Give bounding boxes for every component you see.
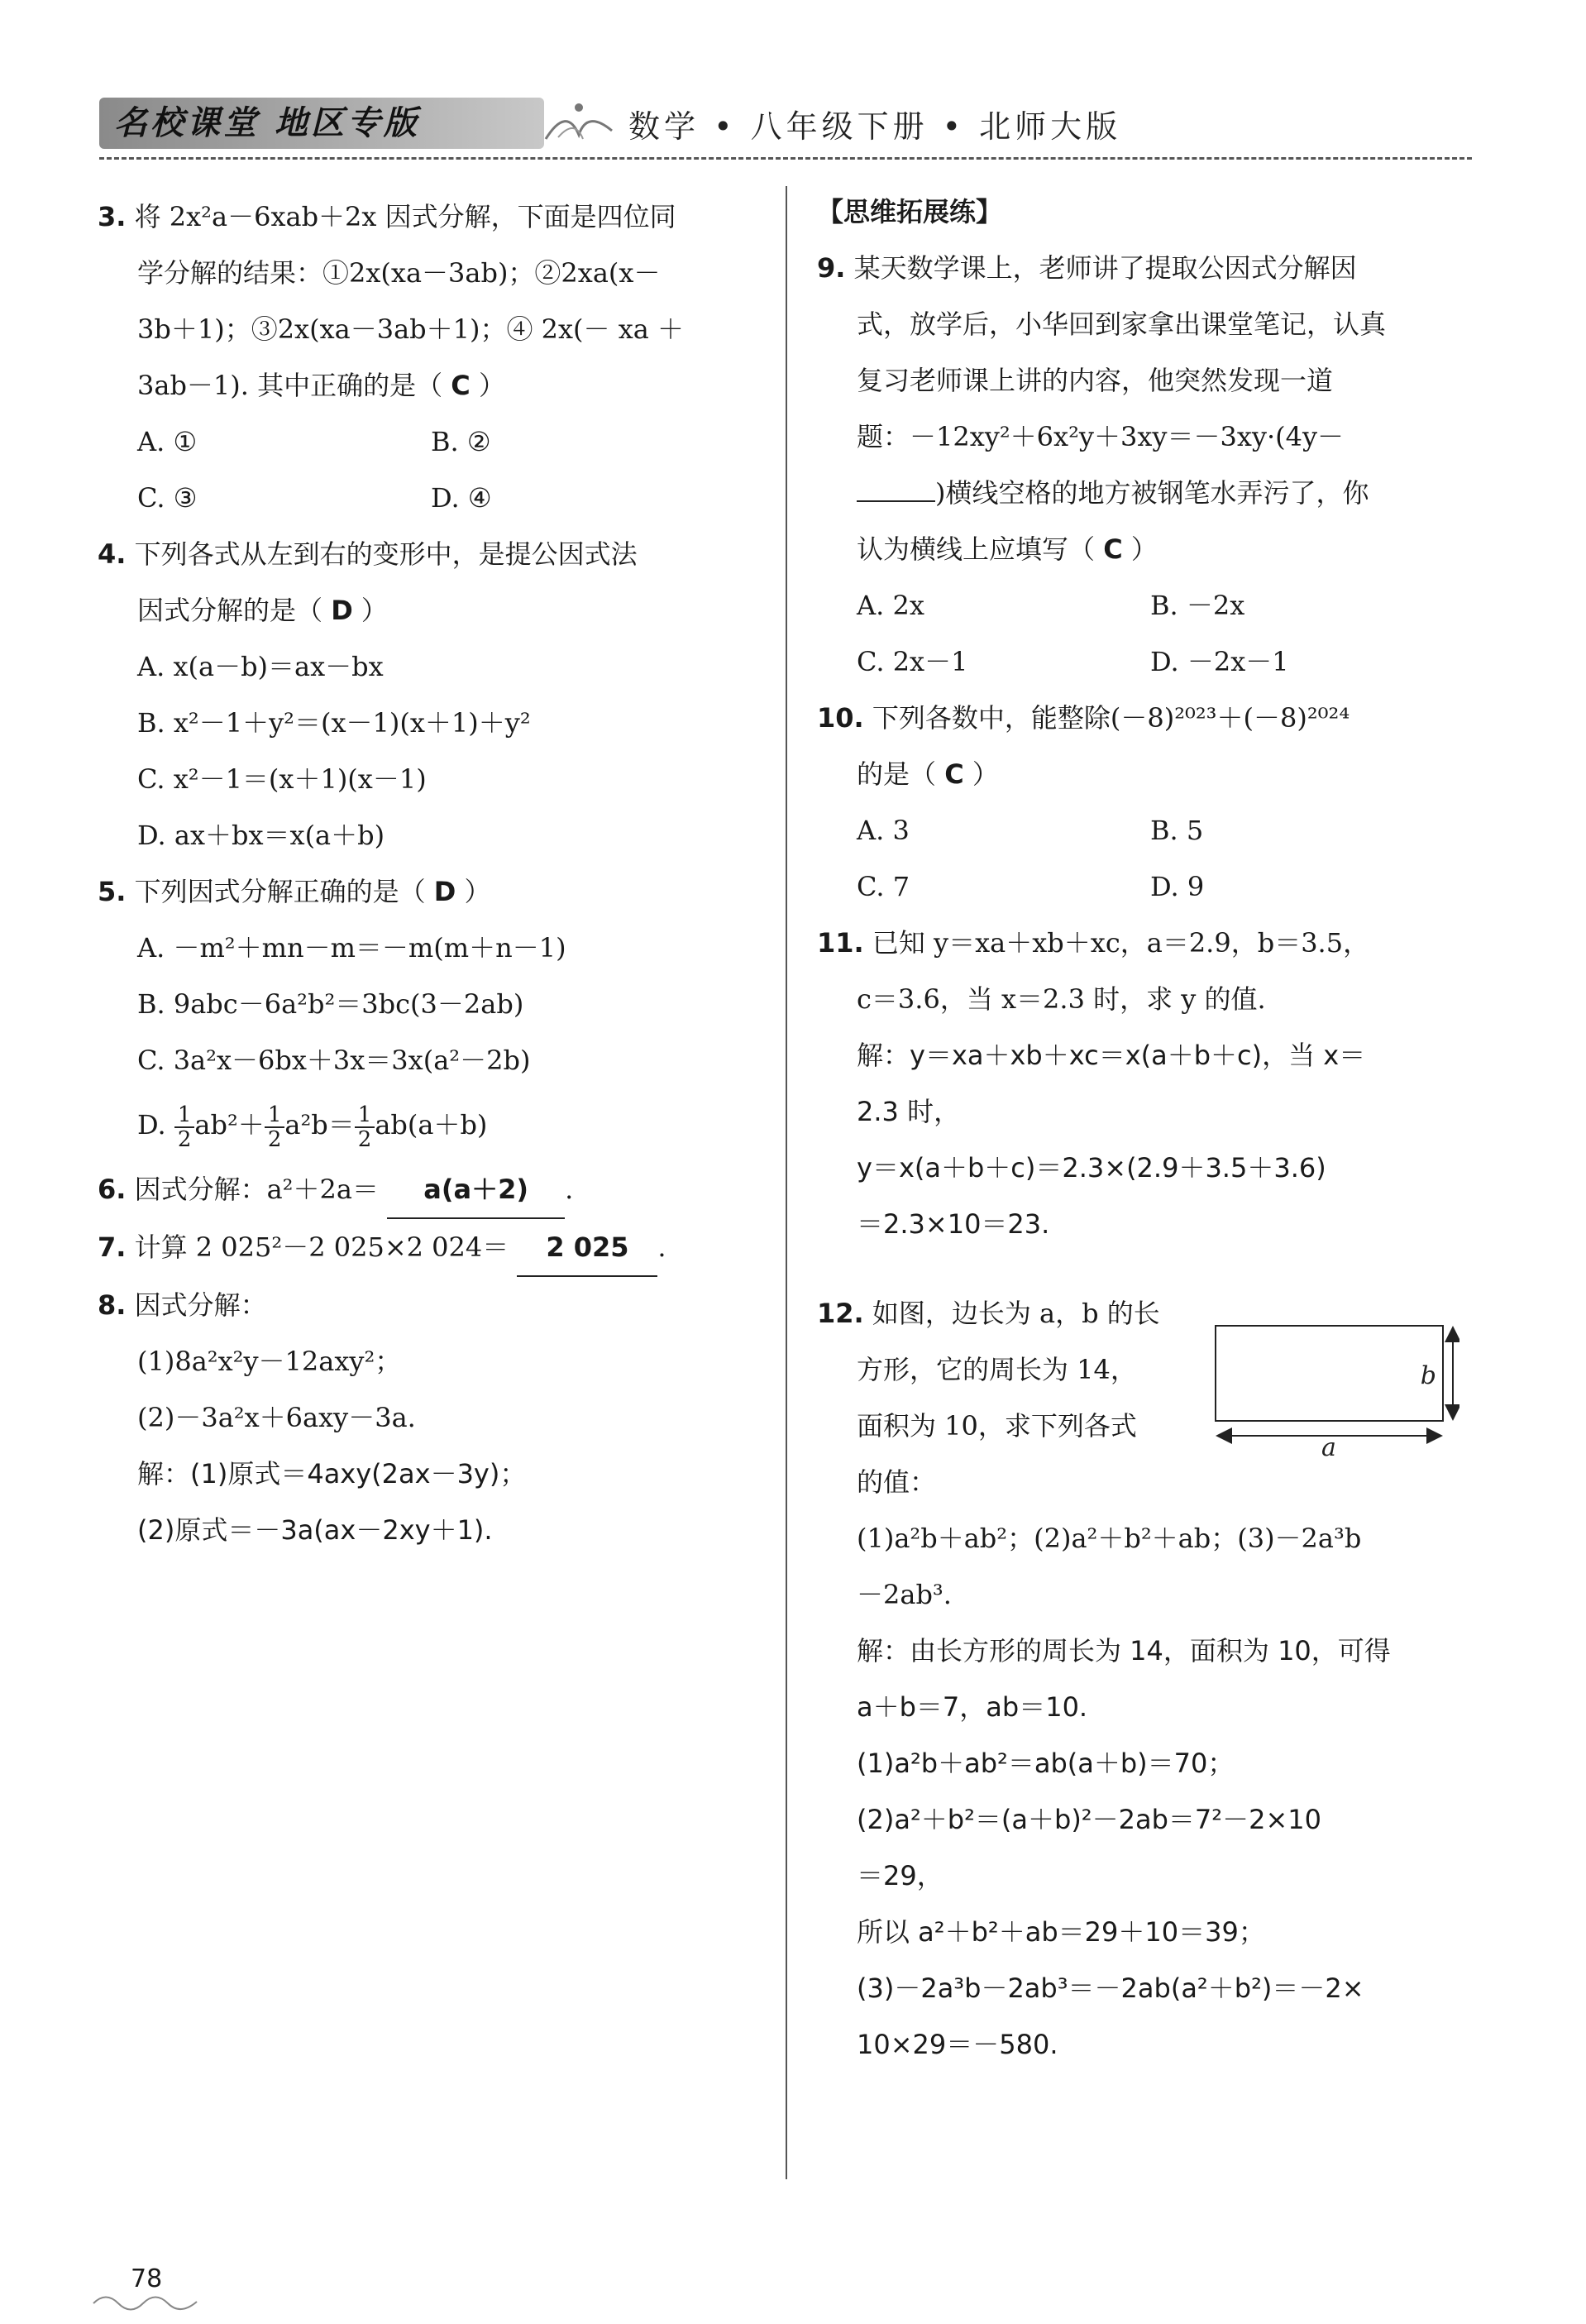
question-3: 3. 将 2x²a－6xab＋2x 因式分解，下面是四位同 学分解的结果：①2x(xa－3ab)；②2xa(x－ 3b＋1)；③2x(xa－3ab＋1)；④ 2x(－ xa ＋ 3ab－1). 其中正确的是（ C ） A. ① B. ② C. ③ D. ④: [98, 189, 767, 526]
solution: 解：y＝xa＋xb＋xc＝x(a＋b＋c)，当 x＝: [857, 1040, 1366, 1071]
question-10: 10. 下列各数中，能整除(－8)²⁰²³＋(－8)²⁰²⁴ 的是（ C ） A. 3 B. 5 C. 7 D. 9: [817, 690, 1495, 915]
rectangle: [1216, 1326, 1443, 1421]
solution: a＋b＝7，ab＝10.: [857, 1691, 1088, 1723]
answer: C: [1103, 533, 1123, 565]
options: C. ③ D. ④: [137, 482, 492, 514]
solution: (1)a²b＋ab²＝ab(a＋b)＝70；: [857, 1748, 1235, 1779]
options: A. ① B. ②: [137, 426, 491, 457]
question-5: 5. 下列因式分解正确的是（ D ） A. －m²＋mn－m＝－m(m＋n－1) B. 9abc－6a²b²＝3bc(3－2ab) C. 3a²x－6bx＋3x＝3x(a²－2b) D. $\frac{1}{2}$ ab²＋ $\frac{1}{2}$ a²b＝ $\frac{1}{2}$ ab(a＋b): [98, 863, 767, 1161]
answer: D: [433, 876, 456, 907]
solution: (2)原式＝－3a(ax－2xy＋1).: [137, 1514, 493, 1546]
solution: 2.3 时，: [857, 1096, 961, 1127]
page-header: [91, 91, 1480, 165]
section-title: 【思维拓展练】: [817, 196, 1003, 227]
page-number: 78: [131, 2264, 163, 2293]
option-d: D. $\frac{1}{2}$ ab²＋ $\frac{1}{2}$ a²b＝ $\frac{1}{2}$ ab(a＋b): [137, 1102, 488, 1152]
options: A. 3 B. 5: [857, 815, 1204, 846]
answer-blank: 2 025: [517, 1219, 657, 1277]
solution: (2)a²＋b²＝(a＋b)²－2ab＝7²－2×10: [857, 1804, 1321, 1835]
spacer: [817, 1252, 1495, 1285]
leaf-decoration-icon: [542, 98, 616, 147]
question-6: 6. 因式分解：a²＋2a＝ a(a＋2) .: [98, 1161, 767, 1219]
solution: ＝2.3×10＝23.: [857, 1208, 1050, 1240]
solution: y＝x(a＋b＋c)＝2.3×(2.9＋3.5＋3.6): [857, 1152, 1326, 1184]
options: C. 7 D. 9: [857, 871, 1205, 902]
solution: 所以 a²＋b²＋ab＝29＋10＝39；: [857, 1916, 1265, 1948]
book-title: 数学 • 八年级下册 • 北师大版: [628, 108, 1122, 145]
question-4: 4. 下列各式从左到右的变形中，是提公因式法 因式分解的是（ D ） A. x(a－b)＝ax－bx B. x²－1＋y²＝(x－1)(x＋1)＋y² C. x²－1＝(x＋1)(x－1) D. ax＋bx＝x(a＋b): [98, 538, 638, 851]
question-9: 9. 某天数学课上，老师讲了提取公因式分解因 式，放学后，小华回到家拿出课堂笔记，认真 复习老师课上讲的内容，他突然发现一道 题：－12xy²＋6x²y＋3xy＝－3xy·(4y－ )横线空格的地方被钢笔水弄污了，你 认为横线上应填写（ C ） A. 2x B. －2x C. 2x－1 D. －2x－1: [817, 240, 1495, 690]
left-column: [98, 189, 767, 1558]
fraction: $\frac{1}{2}$: [174, 1103, 195, 1151]
solution: 解：由长方形的周长为 14，面积为 10，可得: [857, 1635, 1391, 1666]
fraction: $\frac{1}{2}$: [265, 1103, 285, 1151]
header-divider: [99, 157, 1472, 160]
options: A. 2x B. －2x: [857, 590, 1245, 621]
series-banner: 名校课堂 地区专版: [99, 98, 544, 149]
side-a-label: a: [1321, 1433, 1336, 1462]
fraction: $\frac{1}{2}$: [355, 1103, 375, 1151]
answer: C: [944, 758, 964, 790]
smudged-blank: [857, 500, 935, 502]
options: C. 2x－1 D. －2x－1: [857, 646, 1289, 677]
solution: 10×29＝－580.: [857, 2029, 1058, 2060]
solution: ＝29，: [857, 1860, 943, 1891]
question-8: 8. 因式分解： (1)8a²x²y－12axy²； (2)－3a²x＋6axy－3a. 解：(1)原式＝4axy(2ax－3y)； (2)原式＝－3a(ax－2xy＋1).: [98, 1277, 767, 1558]
question-12: 12. 如图，边长为 a，b 的长 方形，它的周长为 14， 面积为 10，求下列各式 的值： (1)a²b＋ab²；(2)a²＋b²＋ab；(3)－2a³b －2ab³. 解：由长方形的周长为 14，面积为 10，可得 a＋b＝7，ab＝10. (1)a²b＋ab²＝ab(a＋b)＝70； (2)a²＋b²＝(a＋b)²－2ab＝7²－2×10 ＝29， 所以 a²＋b²＋ab＝29＋10＝39； (3)－2a³b－2ab³＝－2ab(a²＋b²)＝－2× 10×29＝－580.: [817, 1285, 1495, 2073]
right-column: [817, 184, 1495, 2073]
question-11: 11. 已知 y＝xa＋xb＋xc，a＝2.9，b＝3.5， c＝3.6，当 x＝2.3 时，求 y 的值. 解：y＝xa＋xb＋xc＝x(a＋b＋c)，当 x＝ 2.3 时， y＝x(a＋b＋c)＝2.3×(2.9＋3.5＋3.6) ＝2.3×10＝23.: [817, 915, 1495, 1252]
side-b-label: b: [1420, 1361, 1436, 1390]
solution: (3)－2a³b－2ab³＝－2ab(a²＋b²)＝－2×: [857, 1973, 1364, 2004]
answer: D: [331, 595, 353, 626]
swirl-decoration-icon: [89, 2287, 205, 2312]
column-divider: [786, 186, 787, 2179]
answer: C: [451, 370, 471, 401]
question-7: 7. 计算 2 025²－2 025×2 024＝ 2 025 .: [98, 1219, 767, 1277]
answer-blank: a(a＋2): [387, 1161, 565, 1219]
rectangle-figure: [1211, 1322, 1459, 1462]
solution: 解：(1)原式＝4axy(2ax－3y)；: [137, 1458, 527, 1490]
